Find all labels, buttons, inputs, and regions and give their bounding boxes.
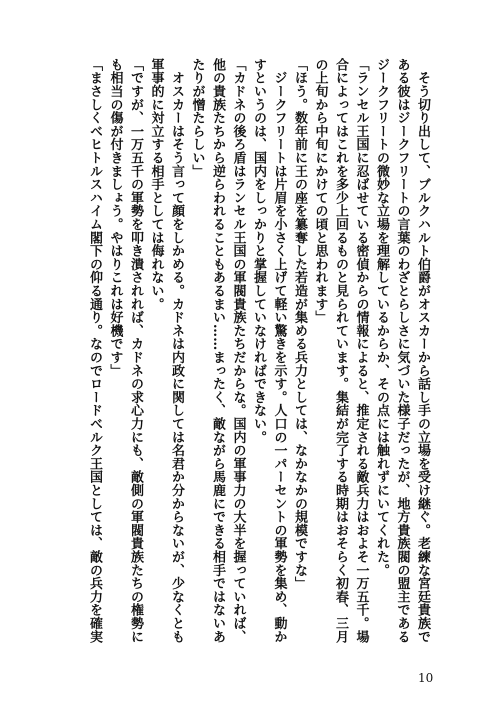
page-number: 10: [418, 671, 434, 685]
text-line: 「ですが、一万五千の軍勢を叩き潰されれば、カドネの求心力にも、敵側の軍閥貴族たちの権勢に: [128, 58, 143, 644]
text-line: 「カドネの後ろ盾はランセル王国の軍閥貴族たちだからな。国内の軍事力の大半を握っていれば、: [230, 58, 246, 644]
text-line: ある彼はジークフリートの言葉のわざとらしさに気づいた様子だったが、地方貴族閥の盟主である: [394, 58, 410, 644]
text-line: ジークフリートの微妙な立場を理解しているからか、その点には触れずにいてくれた。: [374, 58, 389, 577]
text-line: の上旬から中旬にかけての頃と思われます」: [312, 58, 328, 324]
text-line: 合によってはこれを多少上回るものと見られています。集結が完了する時期はおそらく初春、三月: [333, 58, 348, 644]
text-line: ジークフリートは片眉を小さく上げて軽い驚きを示す。人口の一パーセントの軍勢を集め、動か: [271, 58, 287, 644]
text-line: も相当の傷が付きましょう。やはりこれは好機です」: [107, 58, 123, 378]
body-text: [84, 58, 433, 668]
text-line: 「ほう。数年前に王の座を簒奪した若造が集める兵力としては、なかなかの規模ですな」: [292, 58, 307, 590]
text-line: 「ランセル王国に忍ばせている密偵からの情報によると、推定される敵兵力はおよそ一万五千。場: [353, 58, 369, 644]
text-line: 軍事的に対立する相手としては侮れない。: [148, 58, 164, 311]
text-line: すというのは、国内をしっかりと掌握していなければできない。: [251, 58, 266, 444]
text-line: そう切り出して、ブルクハルト伯爵がオスカーから話し手の立場を受け継ぐ。老練な宮廷貴族で: [415, 58, 430, 644]
text-line: オスカーはそう言って顔をしかめる。カドネは内政に関しては名君か分からないが、少なくとも: [169, 58, 184, 644]
text-line: たりが憎たらしい」: [189, 58, 205, 178]
text-line: 「まさしくベヒトルスハイム閣下の仰る通り。なのでロードベルク王国としては、敵の兵力を確実: [87, 58, 102, 644]
text-line: 他の貴族たちから逆らわれることもあるまい……まったく、敵ながら馬鹿にできる相手ではないあ: [210, 58, 225, 644]
